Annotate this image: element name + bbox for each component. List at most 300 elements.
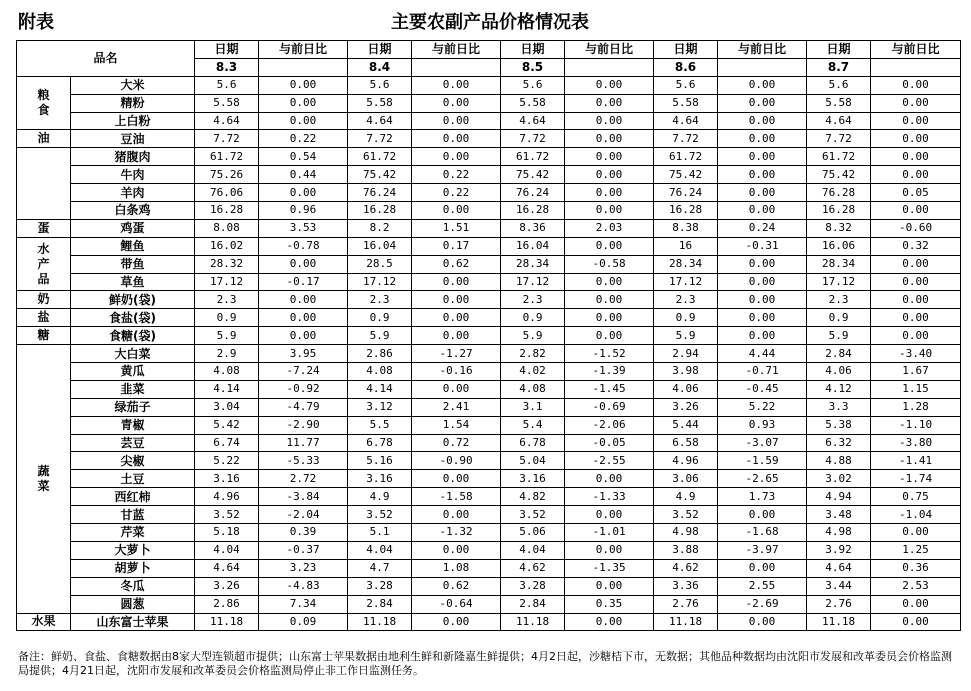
price-cell: 11.18 xyxy=(348,613,412,631)
item-name: 大白菜 xyxy=(71,345,195,363)
category-cell xyxy=(17,148,71,220)
change-cell: 0.00 xyxy=(412,541,501,559)
change-cell: 0.09 xyxy=(259,613,348,631)
table-row xyxy=(17,166,961,184)
change-cell: 0.00 xyxy=(565,291,654,309)
price-cell: 75.42 xyxy=(348,166,412,184)
change-cell: 1.28 xyxy=(871,398,961,416)
price-cell: 16.28 xyxy=(195,202,259,220)
table-row xyxy=(17,398,961,416)
price-cell: 4.94 xyxy=(807,488,871,506)
table-row xyxy=(17,112,961,130)
change-cell: 0.00 xyxy=(871,291,961,309)
price-cell: 4.64 xyxy=(501,112,565,130)
price-cell: 16.28 xyxy=(501,202,565,220)
change-cell: -4.83 xyxy=(259,577,348,595)
change-cell: 0.22 xyxy=(412,184,501,202)
price-cell: 5.1 xyxy=(348,524,412,542)
price-cell: 4.64 xyxy=(807,559,871,577)
item-name: 带鱼 xyxy=(71,255,195,273)
change-cell: 2.53 xyxy=(871,577,961,595)
change-cell: -2.90 xyxy=(259,416,348,434)
item-name: 青椒 xyxy=(71,416,195,434)
table-row xyxy=(17,506,961,524)
change-cell: 0.72 xyxy=(412,434,501,452)
price-cell: 4.64 xyxy=(807,112,871,130)
table-row xyxy=(17,94,961,112)
item-name: 白条鸡 xyxy=(71,202,195,220)
price-cell: 5.9 xyxy=(807,327,871,345)
price-cell: 76.24 xyxy=(654,184,718,202)
item-name: 大萝卜 xyxy=(71,541,195,559)
change-cell: 0.93 xyxy=(718,416,807,434)
change-cell: 0.00 xyxy=(412,148,501,166)
item-name: 食盐(袋) xyxy=(71,309,195,327)
price-cell: 8.36 xyxy=(501,219,565,237)
table-row xyxy=(17,613,961,631)
item-name: 精粉 xyxy=(71,94,195,112)
change-cell: 7.34 xyxy=(259,595,348,613)
price-cell: 2.3 xyxy=(195,291,259,309)
price-cell: 3.04 xyxy=(195,398,259,416)
price-cell: 28.34 xyxy=(807,255,871,273)
price-cell: 3.98 xyxy=(654,363,718,381)
category-cell: 奶 xyxy=(17,291,71,309)
price-cell: 28.34 xyxy=(654,255,718,273)
change-cell: -0.16 xyxy=(412,363,501,381)
price-cell: 16.28 xyxy=(807,202,871,220)
table-row xyxy=(17,577,961,595)
page-title: 主要农副产品价格情况表 xyxy=(391,12,589,33)
price-cell: 4.08 xyxy=(348,363,412,381)
price-cell: 5.4 xyxy=(501,416,565,434)
date-cell: 8.3 xyxy=(195,58,259,76)
price-cell: 76.24 xyxy=(501,184,565,202)
price-cell: 5.9 xyxy=(654,327,718,345)
category-cell: 盐 xyxy=(17,309,71,327)
change-cell: 1.25 xyxy=(871,541,961,559)
price-cell: 16.04 xyxy=(501,237,565,255)
price-cell: 16.02 xyxy=(195,237,259,255)
table-row xyxy=(17,595,961,613)
price-cell: 2.3 xyxy=(348,291,412,309)
change-cell: 0.00 xyxy=(871,130,961,148)
change-cell: -1.35 xyxy=(565,559,654,577)
change-cell: 0.32 xyxy=(871,237,961,255)
change-cell: 0.00 xyxy=(412,202,501,220)
table-row xyxy=(17,452,961,470)
price-cell: 61.72 xyxy=(501,148,565,166)
item-name: 尖椒 xyxy=(71,452,195,470)
change-cell: -3.84 xyxy=(259,488,348,506)
price-cell: 5.6 xyxy=(654,76,718,94)
change-cell: -2.69 xyxy=(718,595,807,613)
change-cell: 0.00 xyxy=(871,595,961,613)
change-cell: 0.05 xyxy=(871,184,961,202)
price-cell: 5.06 xyxy=(501,524,565,542)
change-cell: -2.55 xyxy=(565,452,654,470)
item-name: 土豆 xyxy=(71,470,195,488)
change-cell: 0.00 xyxy=(718,76,807,94)
item-name: 冬瓜 xyxy=(71,577,195,595)
price-cell: 75.42 xyxy=(501,166,565,184)
change-cell: 0.00 xyxy=(565,577,654,595)
change-cell: -0.05 xyxy=(565,434,654,452)
price-cell: 3.52 xyxy=(195,506,259,524)
price-cell: 5.42 xyxy=(195,416,259,434)
change-cell: 1.67 xyxy=(871,363,961,381)
price-cell: 3.36 xyxy=(654,577,718,595)
price-cell: 5.18 xyxy=(195,524,259,542)
table-row xyxy=(17,309,961,327)
change-cell: 0.00 xyxy=(718,184,807,202)
price-cell: 4.06 xyxy=(807,363,871,381)
change-cell: 0.00 xyxy=(259,309,348,327)
price-cell: 4.64 xyxy=(195,112,259,130)
change-cell: 0.00 xyxy=(871,613,961,631)
change-cell: 2.03 xyxy=(565,219,654,237)
price-cell: 61.72 xyxy=(654,148,718,166)
price-cell: 76.24 xyxy=(348,184,412,202)
change-cell: 0.00 xyxy=(871,76,961,94)
item-name: 胡萝卜 xyxy=(71,559,195,577)
price-cell: 4.04 xyxy=(348,541,412,559)
change-cell: 0.54 xyxy=(259,148,348,166)
price-cell: 2.3 xyxy=(501,291,565,309)
change-cell: 0.00 xyxy=(565,202,654,220)
change-cell: 3.53 xyxy=(259,219,348,237)
price-cell: 5.5 xyxy=(348,416,412,434)
change-cell: -7.24 xyxy=(259,363,348,381)
change-cell: -1.41 xyxy=(871,452,961,470)
change-cell: -3.40 xyxy=(871,345,961,363)
price-cell: 11.18 xyxy=(807,613,871,631)
price-cell: 17.12 xyxy=(654,273,718,291)
price-cell: 17.12 xyxy=(195,273,259,291)
change-cell: -0.31 xyxy=(718,237,807,255)
change-cell: -2.06 xyxy=(565,416,654,434)
category-cell: 油 xyxy=(17,130,71,148)
price-cell: 5.44 xyxy=(654,416,718,434)
change-cell: 0.36 xyxy=(871,559,961,577)
price-cell: 4.14 xyxy=(348,380,412,398)
change-cell: 0.00 xyxy=(259,94,348,112)
price-cell: 5.04 xyxy=(501,452,565,470)
column-header-date: 日期 xyxy=(348,41,412,59)
change-cell: 0.00 xyxy=(412,327,501,345)
price-cell: 2.82 xyxy=(501,345,565,363)
table-row xyxy=(17,184,961,202)
change-cell: 0.00 xyxy=(565,541,654,559)
price-cell: 7.72 xyxy=(195,130,259,148)
price-cell: 5.22 xyxy=(195,452,259,470)
change-cell: -0.45 xyxy=(718,380,807,398)
item-name: 圆葱 xyxy=(71,595,195,613)
change-cell: 0.00 xyxy=(565,112,654,130)
price-cell: 17.12 xyxy=(807,273,871,291)
table-row xyxy=(17,255,961,273)
category-cell: 水果 xyxy=(17,613,71,631)
price-cell: 17.12 xyxy=(348,273,412,291)
change-cell: -4.79 xyxy=(259,398,348,416)
price-cell: 2.3 xyxy=(654,291,718,309)
change-cell: 4.44 xyxy=(718,345,807,363)
price-cell: 2.86 xyxy=(195,595,259,613)
item-name: 鲤鱼 xyxy=(71,237,195,255)
price-cell: 2.3 xyxy=(807,291,871,309)
price-cell: 2.76 xyxy=(654,595,718,613)
change-cell: -1.45 xyxy=(565,380,654,398)
change-cell: 1.54 xyxy=(412,416,501,434)
change-cell: 0.00 xyxy=(259,255,348,273)
price-cell: 28.5 xyxy=(348,255,412,273)
date-cell: 8.6 xyxy=(654,58,718,76)
price-cell: 3.12 xyxy=(348,398,412,416)
category-cell: 蛋 xyxy=(17,219,71,237)
change-cell: 0.00 xyxy=(718,148,807,166)
category-cell: 粮 食 xyxy=(17,76,71,130)
price-cell: 4.7 xyxy=(348,559,412,577)
item-name: 绿茄子 xyxy=(71,398,195,416)
table-row xyxy=(17,488,961,506)
price-cell: 3.06 xyxy=(654,470,718,488)
price-cell: 4.9 xyxy=(654,488,718,506)
price-cell: 3.28 xyxy=(501,577,565,595)
item-name: 韭菜 xyxy=(71,380,195,398)
price-cell: 3.44 xyxy=(807,577,871,595)
change-cell: 0.00 xyxy=(259,291,348,309)
change-cell: -0.17 xyxy=(259,273,348,291)
change-cell: 1.73 xyxy=(718,488,807,506)
item-name: 鲜奶(袋) xyxy=(71,291,195,309)
item-name: 西红柿 xyxy=(71,488,195,506)
item-name: 豆油 xyxy=(71,130,195,148)
change-cell: 0.00 xyxy=(871,255,961,273)
price-cell: 7.72 xyxy=(348,130,412,148)
change-cell: 0.00 xyxy=(718,255,807,273)
price-cell: 5.6 xyxy=(195,76,259,94)
change-cell: 0.00 xyxy=(412,613,501,631)
price-cell: 11.18 xyxy=(195,613,259,631)
category-cell: 糖 xyxy=(17,327,71,345)
change-cell: 0.00 xyxy=(718,327,807,345)
price-cell: 0.9 xyxy=(501,309,565,327)
price-table xyxy=(16,40,961,631)
change-blank-cell xyxy=(259,58,348,76)
item-name: 芹菜 xyxy=(71,524,195,542)
price-cell: 4.12 xyxy=(807,380,871,398)
price-cell: 4.64 xyxy=(654,112,718,130)
change-cell: 0.00 xyxy=(718,559,807,577)
change-cell: 0.00 xyxy=(565,166,654,184)
change-cell: 0.00 xyxy=(565,273,654,291)
column-header-change: 与前日比 xyxy=(718,41,807,59)
table-row xyxy=(17,416,961,434)
change-cell: 11.77 xyxy=(259,434,348,452)
table-row xyxy=(17,273,961,291)
price-cell: 5.58 xyxy=(807,94,871,112)
column-header-date: 日期 xyxy=(195,41,259,59)
price-cell: 16.28 xyxy=(348,202,412,220)
item-name: 鸡蛋 xyxy=(71,219,195,237)
change-cell: 0.00 xyxy=(565,94,654,112)
change-cell: 0.00 xyxy=(412,94,501,112)
change-cell: 0.00 xyxy=(718,309,807,327)
price-cell: 4.04 xyxy=(501,541,565,559)
price-cell: 4.88 xyxy=(807,452,871,470)
change-cell: 2.55 xyxy=(718,577,807,595)
price-cell: 7.72 xyxy=(654,130,718,148)
table-row xyxy=(17,345,961,363)
price-cell: 4.62 xyxy=(501,559,565,577)
change-cell: 0.22 xyxy=(412,166,501,184)
price-cell: 75.42 xyxy=(654,166,718,184)
change-cell: -0.69 xyxy=(565,398,654,416)
change-blank-cell xyxy=(871,58,961,76)
change-cell: -0.37 xyxy=(259,541,348,559)
table-row xyxy=(17,434,961,452)
price-cell: 11.18 xyxy=(501,613,565,631)
change-cell: 0.24 xyxy=(718,219,807,237)
change-cell: -1.32 xyxy=(412,524,501,542)
price-cell: 16.04 xyxy=(348,237,412,255)
price-cell: 61.72 xyxy=(195,148,259,166)
price-cell: 0.9 xyxy=(654,309,718,327)
price-cell: 2.84 xyxy=(807,345,871,363)
change-cell: -1.68 xyxy=(718,524,807,542)
price-cell: 6.78 xyxy=(501,434,565,452)
change-cell: 0.22 xyxy=(259,130,348,148)
change-cell: -0.64 xyxy=(412,595,501,613)
date-cell: 8.4 xyxy=(348,58,412,76)
change-cell: -2.65 xyxy=(718,470,807,488)
change-cell: 0.00 xyxy=(871,327,961,345)
date-cell: 8.7 xyxy=(807,58,871,76)
item-name: 食糖(袋) xyxy=(71,327,195,345)
change-cell: 0.00 xyxy=(565,130,654,148)
price-cell: 28.34 xyxy=(501,255,565,273)
price-cell: 3.52 xyxy=(501,506,565,524)
change-cell: -1.27 xyxy=(412,345,501,363)
change-cell: 3.95 xyxy=(259,345,348,363)
price-cell: 16.28 xyxy=(654,202,718,220)
table-row xyxy=(17,363,961,381)
price-cell: 3.52 xyxy=(654,506,718,524)
change-cell: -2.04 xyxy=(259,506,348,524)
change-cell: -1.10 xyxy=(871,416,961,434)
price-cell: 3.02 xyxy=(807,470,871,488)
price-cell: 4.96 xyxy=(654,452,718,470)
change-cell: 0.62 xyxy=(412,577,501,595)
table-row xyxy=(17,541,961,559)
price-cell: 0.9 xyxy=(195,309,259,327)
price-cell: 61.72 xyxy=(348,148,412,166)
price-cell: 3.26 xyxy=(654,398,718,416)
change-cell: 0.00 xyxy=(871,166,961,184)
price-cell: 4.08 xyxy=(195,363,259,381)
column-header-change: 与前日比 xyxy=(565,41,654,59)
change-cell: 1.51 xyxy=(412,219,501,237)
price-cell: 28.32 xyxy=(195,255,259,273)
change-cell: 0.00 xyxy=(259,112,348,130)
price-cell: 0.9 xyxy=(348,309,412,327)
price-cell: 2.84 xyxy=(348,595,412,613)
change-cell: -1.58 xyxy=(412,488,501,506)
price-cell: 5.58 xyxy=(195,94,259,112)
change-cell: 0.96 xyxy=(259,202,348,220)
item-name: 草鱼 xyxy=(71,273,195,291)
price-cell: 8.2 xyxy=(348,219,412,237)
price-cell: 4.64 xyxy=(348,112,412,130)
change-cell: 0.00 xyxy=(718,112,807,130)
price-cell: 4.04 xyxy=(195,541,259,559)
price-cell: 5.9 xyxy=(195,327,259,345)
change-cell: 3.23 xyxy=(259,559,348,577)
price-cell: 3.92 xyxy=(807,541,871,559)
change-cell: 0.00 xyxy=(718,273,807,291)
item-name: 上白粉 xyxy=(71,112,195,130)
price-cell: 4.06 xyxy=(654,380,718,398)
item-name: 羊肉 xyxy=(71,184,195,202)
change-cell: 0.00 xyxy=(871,524,961,542)
change-cell: 0.00 xyxy=(718,202,807,220)
footnote: 备注：鲜奶、食盐、食糖数据由8家大型连锁超市提供；山东富士苹果数据由地利生鲜和新隆嘉生鲜提供；4月2日起，沙糖桔下市，无数据；其他品种数据均由沈阳市发展和改革委员会价格监测局提供；4月21日起，沈阳市发展和改革委员会价格监测局停止非工作日监测任务。 xyxy=(18,650,952,677)
price-cell: 3.88 xyxy=(654,541,718,559)
change-cell: -3.07 xyxy=(718,434,807,452)
price-cell: 2.9 xyxy=(195,345,259,363)
change-cell: -0.71 xyxy=(718,363,807,381)
price-cell: 3.48 xyxy=(807,506,871,524)
change-cell: -1.59 xyxy=(718,452,807,470)
item-name: 大米 xyxy=(71,76,195,94)
price-cell: 3.3 xyxy=(807,398,871,416)
change-cell: -1.01 xyxy=(565,524,654,542)
item-name: 山东富士苹果 xyxy=(71,613,195,631)
change-cell: 0.00 xyxy=(871,202,961,220)
category-cell: 水 产 品 xyxy=(17,237,71,291)
price-cell: 6.58 xyxy=(654,434,718,452)
table-row xyxy=(17,559,961,577)
change-cell: -0.92 xyxy=(259,380,348,398)
change-cell: -5.33 xyxy=(259,452,348,470)
item-name: 芸豆 xyxy=(71,434,195,452)
change-cell: 0.00 xyxy=(718,130,807,148)
table-row xyxy=(17,524,961,542)
price-cell: 5.6 xyxy=(348,76,412,94)
change-cell: 0.00 xyxy=(412,506,501,524)
price-cell: 7.72 xyxy=(807,130,871,148)
price-cell: 2.76 xyxy=(807,595,871,613)
price-cell: 7.72 xyxy=(501,130,565,148)
column-header-change: 与前日比 xyxy=(259,41,348,59)
price-cell: 2.94 xyxy=(654,345,718,363)
change-cell: 5.22 xyxy=(718,398,807,416)
change-cell: 0.00 xyxy=(412,76,501,94)
change-cell: 0.00 xyxy=(565,470,654,488)
price-cell: 5.9 xyxy=(348,327,412,345)
change-cell: 0.00 xyxy=(412,291,501,309)
change-cell: 0.00 xyxy=(259,76,348,94)
change-cell: 0.00 xyxy=(412,130,501,148)
price-cell: 4.96 xyxy=(195,488,259,506)
category-cell: 蔬 菜 xyxy=(17,345,71,613)
change-cell: 0.00 xyxy=(412,273,501,291)
price-cell: 6.32 xyxy=(807,434,871,452)
price-cell: 3.28 xyxy=(348,577,412,595)
change-cell: 0.44 xyxy=(259,166,348,184)
date-cell: 8.5 xyxy=(501,58,565,76)
price-cell: 5.9 xyxy=(501,327,565,345)
